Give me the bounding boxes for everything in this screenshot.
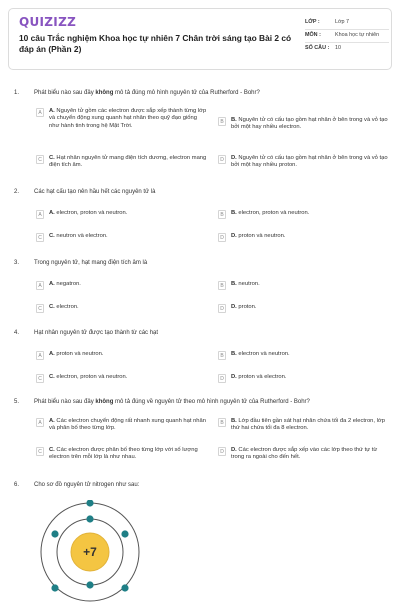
worksheet-meta [305,17,389,55]
option-b[interactable] [218,281,390,290]
option-b[interactable] [218,117,390,132]
option-text: D. proton và electron. [231,374,287,380]
option-b[interactable] [218,418,390,433]
option-d[interactable] [218,447,390,462]
meta-row-grade [305,17,389,30]
option-d[interactable] [218,304,390,313]
option-c[interactable] [36,304,208,313]
worksheet-header [8,8,392,70]
option-text: C. electron, proton và neutron. [49,374,128,380]
electron [51,584,58,591]
option-letter-box: B [218,418,226,427]
quizizz-logo: QUIZIZZ [19,15,77,29]
option-c[interactable] [36,447,212,462]
option-letter-box: B [218,281,226,290]
option-text: B. Nguyên tử có cấu tạo gồm hạt nhân ở bên trong và vỏ tạo bởi một hay nhiều electron. [231,117,388,131]
option-a[interactable] [36,418,212,433]
meta-value: Lớp 7 [335,19,350,25]
option-text: C. neutron và electron. [49,233,108,239]
question-stem: 1. Phát biểu nào sau đây không mô tả đúng mô hình nguyên tử của Rutherford - Bohr? [14,90,260,96]
question-stem: 2. Các hạt cấu tạo nên hầu hết các nguyên tử là [14,189,156,195]
question-number: 1. [14,90,20,96]
option-b[interactable] [218,351,390,360]
option-letter-box: C [36,374,44,383]
option-a[interactable] [36,108,208,130]
option-text: C. Hạt nhân nguyên tử mang điện tích dương, electron mang điện tích âm. [49,155,207,169]
option-c[interactable] [36,374,208,383]
meta-key: LỚP : [305,19,320,25]
option-b[interactable] [218,210,390,219]
option-text: C. Các electron được phân bố theo từng lớp với số lượng electron trên mỗi lớp là như nhau. [49,447,198,461]
option-text: D. proton và neutron. [231,233,286,239]
question-number: 2. [14,189,20,195]
meta-row-count [305,43,389,55]
option-text: D. Các electron được sắp xếp vào các lớp theo thứ tự từ trong ra ngoài cho đến hết. [231,447,378,461]
option-text: A. Các electron chuyển động rất nhanh xung quanh hạt nhân và phân bố theo từng lớp. [49,418,206,432]
question-stem: 4. Hạt nhân nguyên tử được tạo thành từ các hạt [14,330,159,336]
option-letter-box: A [36,108,44,117]
option-c[interactable] [36,155,208,170]
worksheet-title: 10 câu Trắc nghiệm Khoa học tự nhiên 7 Chân trời sáng tạo Bài 2 có đáp án (Phần 2) [19,33,292,54]
option-letter-box: D [218,374,226,383]
option-letter-box: A [36,210,44,219]
option-letter-box: C [36,155,44,164]
meta-value: 10 [335,45,341,51]
option-a[interactable] [36,281,208,290]
electron [121,530,128,537]
meta-value: Khoa học tự nhiên [335,32,380,38]
option-letter-box: A [36,351,44,360]
option-letter-box: D [218,155,226,164]
option-letter-box: B [218,117,226,126]
meta-key: SỐ CÂU : [305,45,330,51]
option-letter-box: C [36,304,44,313]
meta-row-subject [305,30,389,43]
option-a[interactable] [36,351,208,360]
option-letter-box: B [218,351,226,360]
option-letter-box: B [218,210,226,219]
question-number: 6. [14,482,20,488]
option-text: A. electron, proton và neutron. [49,210,128,216]
option-letter-box: D [218,447,226,456]
option-letter-box: A [36,418,44,427]
option-letter-box: D [218,233,226,242]
option-letter-box: D [218,304,226,313]
option-a[interactable] [36,210,208,219]
question-number: 4. [14,330,20,336]
option-d[interactable] [218,233,390,242]
question-stem: 5. Phát biểu nào sau đây không mô tả đúng về nguyên tử theo mô hình nguyên tử của Rutherford - Bohr? [14,399,310,405]
option-letter-box: C [36,233,44,242]
electron [121,584,128,591]
question-stem: 3. Trong nguyên tử, hạt mang điện tích âm là [14,260,148,266]
electron [86,500,93,507]
nitrogen-atom-diagram [30,500,150,610]
option-letter-box: A [36,281,44,290]
electron [86,515,93,522]
electron [86,581,93,588]
electron [51,530,58,537]
nucleus-charge-label: +7 [83,545,97,559]
meta-key: MÔN : [305,32,321,38]
option-text: D. Nguyên tử có cấu tạo gồm hạt nhân ở bên trong và vỏ tạo bởi một hay nhiều proton. [231,155,388,169]
option-text: B. electron, proton và neutron. [231,210,310,216]
option-d[interactable] [218,374,390,383]
option-text: B. Lớp đầu tiên gần sát hạt nhân chứa tối đa 2 electron, lớp thứ hai chứa tối đa 8 electron. [231,418,385,432]
option-text: A. negatron. [49,281,81,287]
option-text: A. Nguyên tử gồm các electron được sắp xếp thành từng lớp và chuyển động xung quanh hạt nhân theo quỹ đạo giống như hành tinh trong hệ Mặt Trời. [49,108,207,129]
option-letter-box: C [36,447,44,456]
option-text: D. proton. [231,304,257,310]
option-text: A. proton và neutron. [49,351,104,357]
option-text: B. neutron. [231,281,260,287]
question-stem: 6. Cho sơ đồ nguyên tử nitrogen như sau: [14,482,140,488]
option-d[interactable] [218,155,390,170]
option-text: C. electron. [49,304,79,310]
option-text: B. electron và neutron. [231,351,290,357]
option-c[interactable] [36,233,208,242]
question-number: 3. [14,260,20,266]
question-number: 5. [14,399,20,405]
